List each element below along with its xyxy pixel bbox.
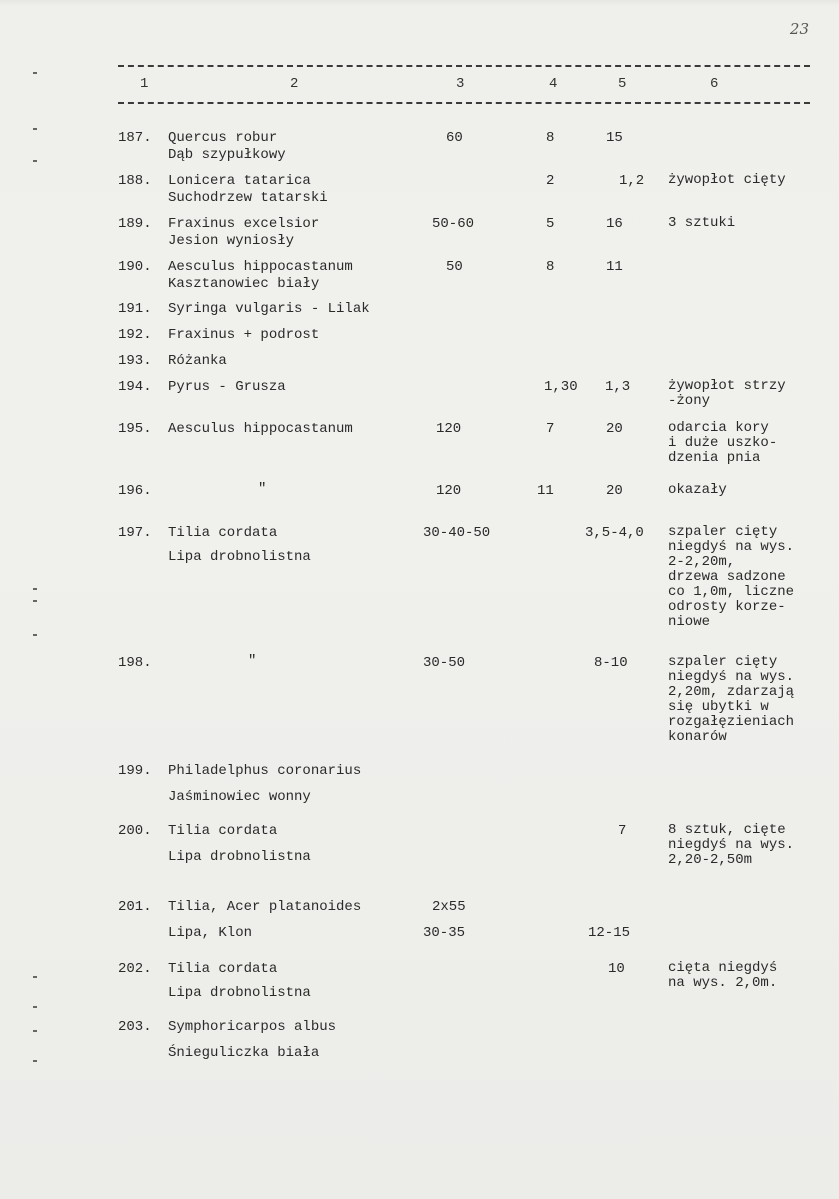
cell-col3: 60 (446, 130, 463, 146)
species-polish: Jaśminowiec wonny (168, 789, 311, 805)
species-latin: Aesculus hippocastanum (168, 421, 353, 437)
margin-mark (33, 976, 37, 978)
row-number: 195. (118, 421, 152, 437)
row-number: 192. (118, 327, 152, 343)
cell-col4: 7 (546, 421, 555, 437)
row-number: 202. (118, 961, 152, 977)
species-latin: Tilia, Acer platanoides (168, 899, 362, 915)
margin-mark (33, 128, 37, 130)
cell-col4: 11 (537, 483, 554, 499)
species-polish: Lipa drobnolistna (168, 985, 311, 1001)
cell-col3: 30-50 (423, 655, 466, 671)
species-latin: Tilia cordata (168, 525, 278, 541)
cell-col5: 16 (606, 216, 623, 232)
row-number: 193. (118, 353, 152, 369)
ditto-mark: " (248, 653, 257, 669)
species-latin: Quercus robur (168, 130, 278, 146)
cell-col4: 2 (546, 173, 555, 189)
species-polish: Lipa drobnolistna (168, 849, 311, 865)
margin-mark (33, 634, 37, 636)
species-polish: Lipa, Klon (168, 925, 253, 941)
margin-mark (33, 1030, 37, 1032)
species-latin: Syringa vulgaris - Lilak (168, 301, 370, 317)
species-latin: Philadelphus coronarius (168, 763, 362, 779)
cell-col5: 1,3 (605, 379, 631, 395)
column-header-6: 6 (710, 76, 719, 92)
species-polish: Dąb szypułkowy (168, 147, 286, 163)
header-rule-top (118, 65, 810, 67)
species-latin: Lonicera tatarica (168, 173, 311, 189)
cell-remarks: żywopłot cięty (668, 172, 786, 188)
cell-col5: 8-10 (594, 655, 628, 671)
page-number: 23 (789, 20, 809, 38)
species-latin: Fraxinus excelsior (168, 216, 320, 232)
row-number: 189. (118, 216, 152, 232)
row-number: 198. (118, 655, 152, 671)
row-number: 191. (118, 301, 152, 317)
cell-col5: 1,2 (619, 173, 645, 189)
species-latin: Fraxinus + podrost (168, 327, 320, 343)
species-latin: Tilia cordata (168, 823, 278, 839)
cell-col5: 12-15 (588, 925, 631, 941)
margin-mark (33, 588, 37, 590)
row-number: 196. (118, 483, 152, 499)
cell-remarks: okazały (668, 482, 727, 498)
column-header-3: 3 (456, 76, 465, 92)
cell-col5: 20 (606, 421, 623, 437)
cell-col5: 7 (618, 823, 627, 839)
margin-mark (33, 72, 37, 74)
margin-mark (33, 1006, 37, 1008)
row-number: 190. (118, 259, 152, 275)
cell-col4: 1,30 (544, 379, 578, 395)
species-latin: Symphoricarpos albus (168, 1019, 337, 1035)
row-number: 200. (118, 823, 152, 839)
cell-col4: 5 (546, 216, 555, 232)
cell-remarks: szpaler cięty niegdyś na wys. 2,20m, zdarzają się ubytki w rozgałęzieniach konarów (668, 654, 795, 745)
cell-col3: 50-60 (432, 216, 475, 232)
cell-col5: 10 (608, 961, 625, 977)
species-latin: Różanka (168, 353, 227, 369)
row-number: 194. (118, 379, 152, 395)
row-number: 203. (118, 1019, 152, 1035)
cell-remarks: odarcia kory i duże uszko- dzenia pnia (668, 420, 778, 466)
row-number: 199. (118, 763, 152, 779)
column-header-4: 4 (549, 76, 558, 92)
species-latin: Pyrus - Grusza (168, 379, 286, 395)
cell-remarks: szpaler cięty niegdyś na wys. 2-2,20m, drzewa sadzone co 1,0m, liczne odrosty korze- niowe (668, 524, 795, 630)
row-number: 187. (118, 130, 152, 146)
cell-col3: 2x55 (432, 899, 466, 915)
cell-col3: 50 (446, 259, 463, 275)
cell-remarks: 8 sztuk, cięte niegdyś na wys. 2,20-2,50m (668, 822, 795, 868)
margin-mark (33, 1060, 37, 1062)
species-polish: Jesion wyniosły (168, 233, 295, 249)
header-rule-bottom (118, 102, 810, 104)
species-latin: Aesculus hippocastanum (168, 259, 353, 275)
cell-col3: 120 (436, 421, 462, 437)
species-polish: Kasztanowiec biały (168, 276, 320, 292)
cell-col5: 3,5-4,0 (585, 525, 644, 541)
margin-mark (33, 160, 37, 162)
cell-col5: 15 (606, 130, 623, 146)
species-polish: Śnieguliczka biała (168, 1045, 320, 1061)
cell-col5: 11 (606, 259, 623, 275)
species-polish: Suchodrzew tatarski (168, 190, 328, 206)
cell-col3: 30-40-50 (423, 525, 491, 541)
column-header-5: 5 (618, 76, 627, 92)
cell-col3-second: 30-35 (423, 925, 466, 941)
margin-mark (33, 600, 37, 602)
cell-col4: 8 (546, 130, 555, 146)
species-polish: Lipa drobnolistna (168, 549, 311, 565)
row-number: 201. (118, 899, 152, 915)
row-number: 197. (118, 525, 152, 541)
cell-remarks: cięta niegdyś na wys. 2,0m. (668, 960, 778, 991)
cell-col3: 120 (436, 483, 462, 499)
cell-remarks: żywopłot strzy -żony (668, 378, 786, 409)
column-header-1: 1 (140, 76, 149, 92)
cell-col5: 20 (606, 483, 623, 499)
cell-remarks: 3 sztuki (668, 215, 736, 231)
cell-col4: 8 (546, 259, 555, 275)
column-header-2: 2 (290, 76, 299, 92)
species-latin: Tilia cordata (168, 961, 278, 977)
row-number: 188. (118, 173, 152, 189)
ditto-mark: " (258, 481, 267, 497)
